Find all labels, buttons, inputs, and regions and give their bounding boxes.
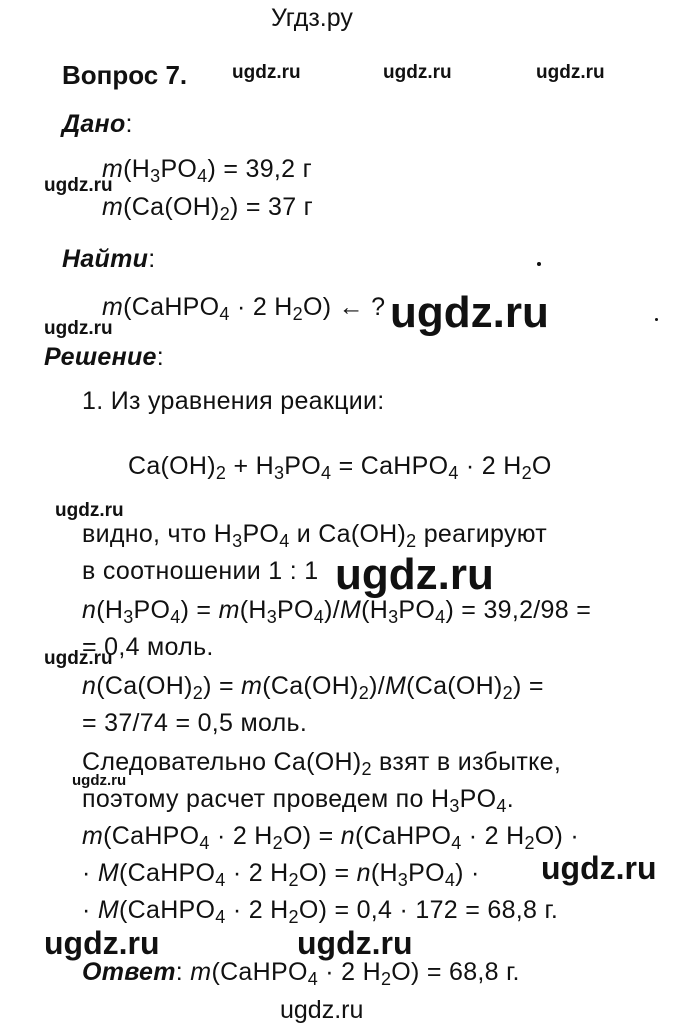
watermark: ugdz.ru (232, 62, 301, 83)
calc-n-h3po4: $n(H_3PO_4) = m(H_3PO_4)/M(H_3PO_4) = 39,2/98$ = (82, 596, 592, 627)
excess-note: Следовательно $Ca(OH)_2$ взят в избытке, (82, 748, 562, 779)
watermark: ugdz.ru (297, 925, 413, 961)
watermark: ugdz.ru (541, 850, 657, 886)
scan-dot (537, 262, 541, 266)
watermark-footer: ugdz.ru (280, 996, 364, 1024)
calc-mass-line-2: · M(CaHPO$_4$ · 2 $H_2O) = n(H_3PO_4)$ · (82, 859, 480, 890)
watermark: ugdz.ru (390, 288, 549, 337)
watermark: ugdz.ru (335, 550, 494, 599)
answer-label: Ответ (82, 958, 176, 986)
calc-n-caoh2-result: = 37/74 = 0,5 моль. (82, 709, 308, 737)
calc-basis-note: поэтому расчет проведем по $H_3PO_4$. (82, 785, 514, 816)
reaction-equation: $Ca(OH)_2 + H_3PO_4$ = CaHPO$_4$ · 2 $H_2O$ (128, 452, 552, 483)
ratio-line: в соотношении 1 : 1 (82, 557, 319, 585)
solution-label: Решение (44, 343, 157, 371)
calc-n-caoh2: $n(Ca(OH)_2) = m(Ca(OH)_2)/M(Ca(OH)_2)$ = (82, 672, 544, 703)
given-heading: Дано: (62, 110, 133, 138)
solution-heading: Решение: (44, 343, 165, 371)
watermark: ugdz.ru (44, 175, 113, 196)
answer-line: Ответ: m(CaHPO$_4$ · 2 $H_2O) = 68,8$ г. (82, 958, 520, 989)
given-label: Дано (62, 110, 126, 138)
step-1: 1. Из уравнения реакции: (82, 387, 385, 415)
calc-n-h3po4-result: = 0,4 моль. (82, 633, 214, 661)
calc-mass-line-3: · M(CaHPO$_4$ · 2 $H_2O) = 0,4 \cdot 172 = 68,8$ г. (82, 896, 559, 927)
find-label: Найти (62, 245, 149, 273)
watermark: ugdz.ru (55, 500, 124, 521)
question-heading: Вопрос 7. (62, 60, 188, 90)
given-h3po4-mass: $m(H_3PO_4) = 39,2$ г (102, 155, 313, 186)
given-caoh2-mass: $m(Ca(OH)_2) = 37$ г (102, 193, 314, 224)
site-title: Угдз.ру (271, 4, 353, 32)
calc-mass-line-1: m(CaHPO$_4$ · 2 $H_2O$) = n(CaHPO$_4$ · 2 $H_2O$) · (82, 822, 579, 853)
find-target: m(CaHPO$_4$ · 2 $H_2O$) ← ? (102, 293, 386, 324)
watermark: ugdz.ru (44, 318, 113, 339)
watermark: ugdz.ru (536, 62, 605, 83)
watermark: ugdz.ru (44, 925, 160, 961)
watermark: ugdz.ru (44, 648, 113, 669)
reaction-note: видно, что $H_3PO_4$ и $Ca(OH)_2$ реагируют (82, 520, 547, 551)
scan-dot (655, 318, 658, 321)
watermark: ugdz.ru (72, 772, 127, 789)
find-heading: Найти: (62, 245, 156, 273)
watermark: ugdz.ru (383, 62, 452, 83)
